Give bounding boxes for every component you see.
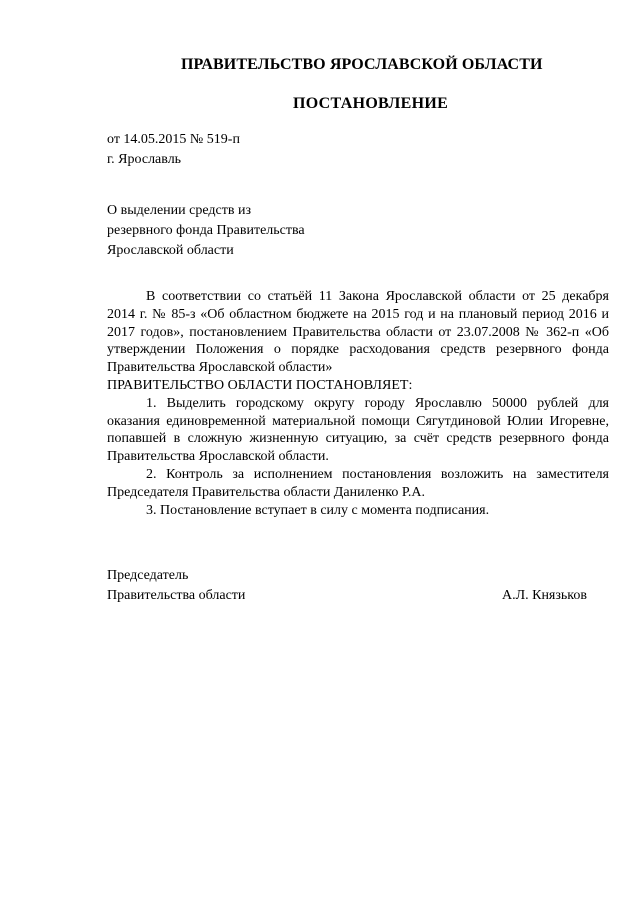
document-meta	[107, 130, 240, 170]
document-body	[107, 288, 609, 519]
issuing-authority: ПРАВИТЕЛЬСТВО ЯРОСЛАВСКОЙ ОБЛАСТИ	[181, 56, 543, 73]
clause-item: 2. Контроль за исполнением постановления возложить на заместителя Председателя Правительства области Даниленко Р.А.	[107, 466, 609, 500]
document-subject	[107, 201, 305, 261]
subject-line: резервного фонда Правительства	[107, 223, 305, 238]
preamble-paragraph: В соответствии со статьёй 11 Закона Ярославской области от 25 декабря 2014 г. № 85-з «Об областном бюджете на 2015 год и на плановый период 2016 и 2017 годов», постановлением Правительства области от 23.07.2008 № 362-п «Об утверждении Положения о порядке расходования средств резервного фонда Правительства Ярославской области»	[107, 289, 609, 376]
subject-line: О выделении средств из	[107, 203, 251, 218]
clause-item: 1. Выделить городскому округу городу Ярославлю 50000 рублей для оказания единовременной материальной помощи Сягутдиновой Юлии Игоревне, попавшей в сложную жизненную ситуацию, за счёт средств резервного фонда Правительства Ярославской области.	[107, 395, 609, 465]
signatory-title-line: Председатель	[107, 568, 189, 583]
subject-line: Ярославской области	[107, 243, 234, 258]
city: г. Ярославль	[107, 152, 182, 167]
signatory-name: А.Л. Князьков	[502, 588, 587, 603]
clause-item: 3. Постановление вступает в силу с момента подписания.	[146, 502, 490, 518]
signature-row	[107, 586, 587, 606]
decree-statement: ПРАВИТЕЛЬСТВО ОБЛАСТИ ПОСТАНОВЛЯЕТ:	[107, 377, 413, 393]
signature-block	[107, 566, 587, 606]
signatory-title-line: Правительства области	[107, 588, 246, 603]
document-type-heading: ПОСТАНОВЛЕНИЕ	[293, 95, 449, 112]
date-and-number: от 14.05.2015 № 519-п	[107, 132, 240, 147]
